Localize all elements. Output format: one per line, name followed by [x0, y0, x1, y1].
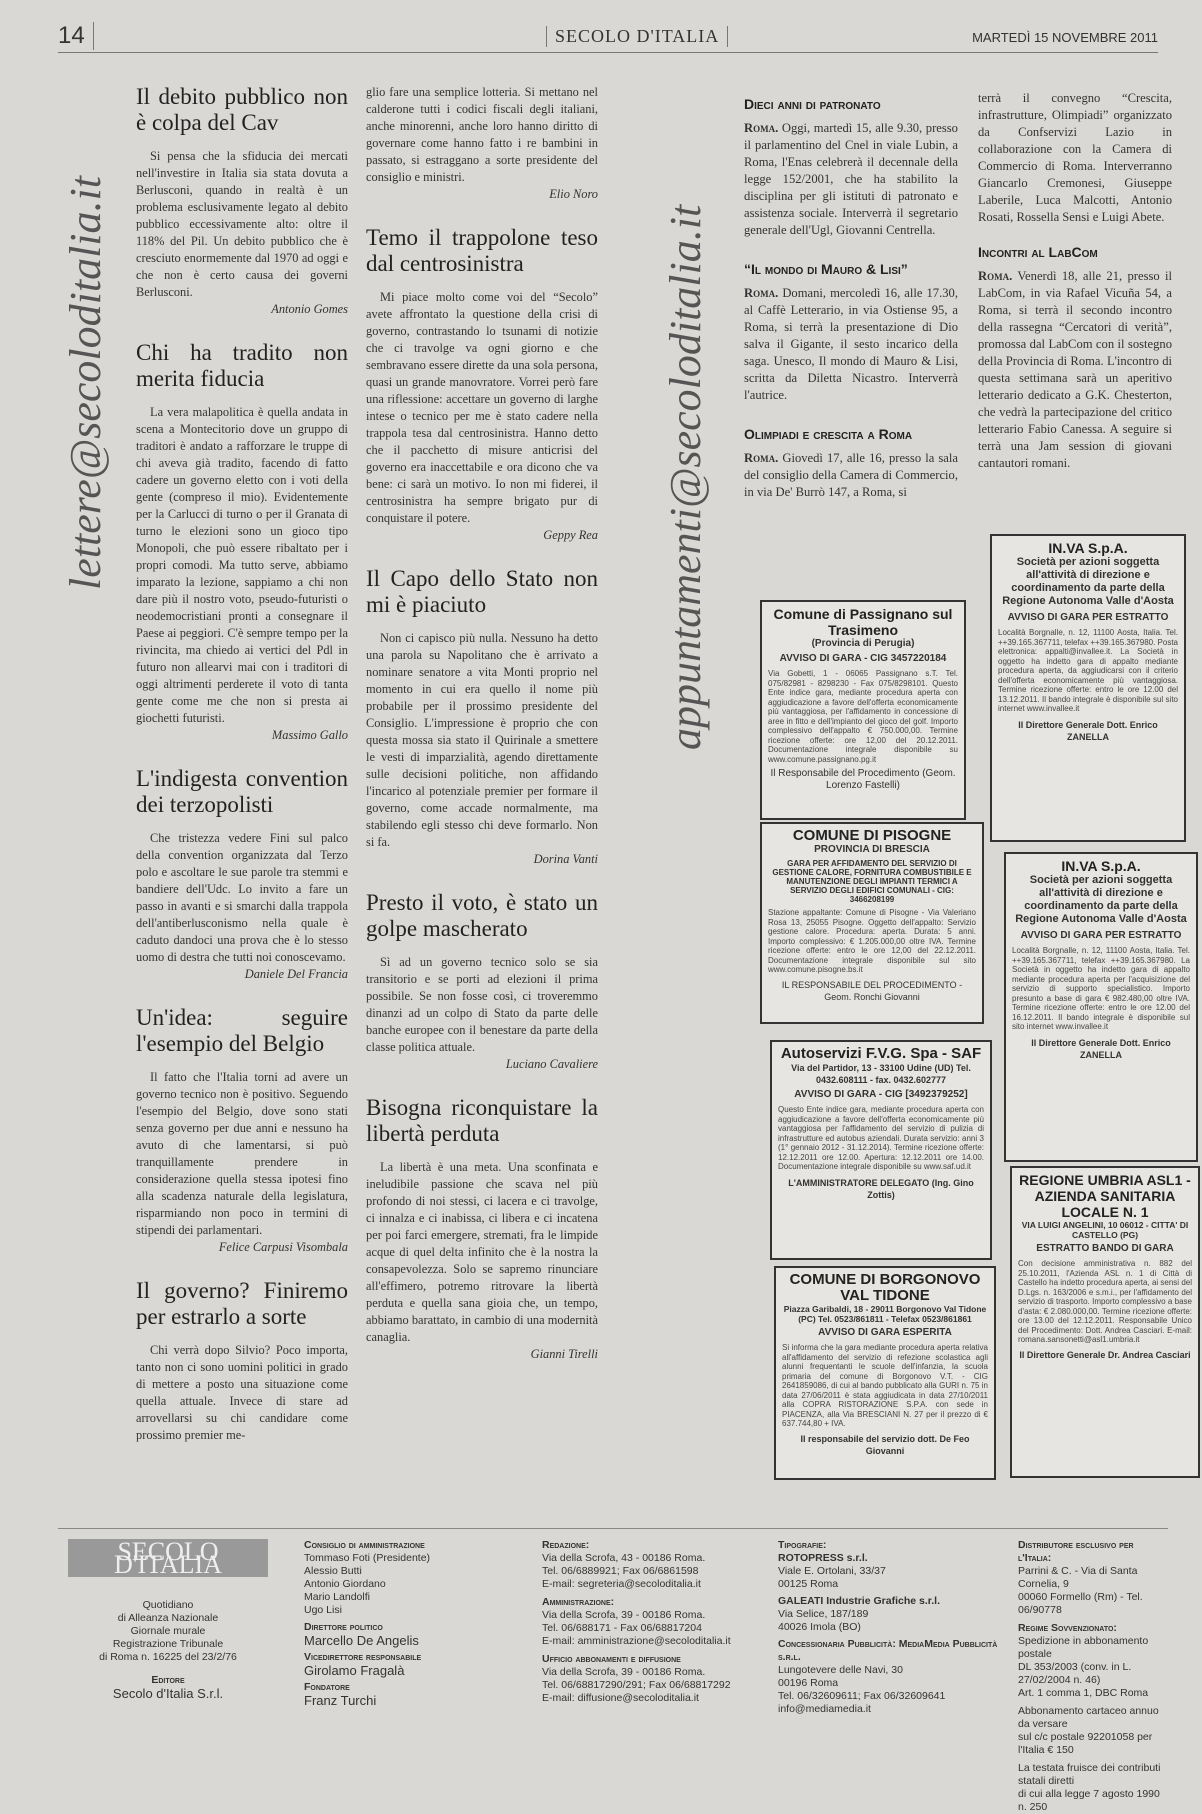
- letter-body: Mi piace molto come voi del “Secolo” avete affrontato la questione della crisi di governo, contrastando lo tsunami di notizie che ci travolge va ogni giorno e che sembravano essere dirette da una sola persona, quasi un grande manovratore. Vorrei però fare una riflessione: accettare un governo di larghe intese o tecnico per me è stato cadere nella trappola tesa dal centrosinistra. Hanno detto che il pacchetto di misure anticrisi del governo era inaccettabile e ora dicono che va bene: ci sarà un motivo. Io non mi fiderei, il centrosinistra ha sempre brigato pur di conquistare il potere.: [366, 290, 598, 525]
- letter-signature: Daniele Del Francia: [244, 967, 348, 981]
- ad-saf: Autoservizi F.V.G. Spa - SAF Via del Partidor, 13 - 33100 Udine (UD) Tel. 0432.608111 - fax. 0432.602777 AVVISO DI GARA - CIG [3492379252] Questo Ente indice gara, mediante procedura aperta con aggiudicazione a favore dell'offerta economicamente più vantaggiosa per l'affidamento del servizio di pulizia di infrastrutture ed autobus aziendali. Durata servizio: anni 3 (1° gennaio 2012 - 31.12.2014). Termine ricezione offerte: 12.12.2011 ore 12.00. Apertura: 12.12.2011 ore 14.00. Documentazione integrale disponibile su www.saf.ud.it L'AMMINISTRATORE DELEGATO (Ing. Gino Zottis): [770, 1040, 992, 1260]
- appointments-column-2: [978, 90, 1172, 472]
- page-number: 14: [58, 22, 94, 50]
- colophon-board: Consiglio di amministrazione Tommaso Foti (Presidente) Alessio Butti Antonio Giordano Mario Landolfi Ugo Lisi Direttore politico Marcello De Angelis Vicedirettore responsabile Girolamo Fragalà Fondatore Franz Turchi: [304, 1539, 431, 1708]
- letter-body: Sì ad un governo tecnico solo se sia transitorio e se porti ad elezioni il prima possibile. Se non fosse così, ci troveremmo dinanzi ad un colpo di Stato da parte delle banche europee con il benestare da parte della classe politica attuale.: [366, 955, 598, 1054]
- letter-title: Il governo? Finiremo per estrarlo a sorte: [136, 1278, 348, 1329]
- appointment-title: “Il mondo di Mauro & Lisi”: [744, 261, 908, 277]
- masthead: [58, 18, 1158, 53]
- newspaper-name: SECOLO D'ITALIA: [546, 26, 728, 47]
- appointment-title: Dieci anni di patronato: [744, 96, 881, 112]
- appointment-body: Roma. Domani, mercoledì 16, alle 17.30, al Caffè Letterario, in via Ostiense 95, a Roma, si terrà la presentazione di Dio salva il Gigante, il sesto incarico della saga. Unesco, Il mondo di Mauro & Lisi, scritta da Diletta Nicastro. Interverrà l'autrice.: [744, 286, 958, 402]
- colophon-info: Quotidiano di Alleanza Nazionale Giornale murale Registrazione Tribunale di Roma n. 16225 del 23/2/76: [99, 1599, 237, 1663]
- letter-body: Che tristezza vedere Fini sul palco della convention organizzata dal Terzo polo e ascoltare le sue parole tra stemmi e bandiere dell'Udc. Lo invito a fare un passo in avanti e si smarchi dalla trappola dell'antiberlusconismo nella quale è caduto dandoci una prova che è lo stesso uomo di destra che tutti noi conoscevamo.: [136, 831, 348, 964]
- letter-body: Il fatto che l'Italia torni ad avere un governo tecnico non è positivo. Seguendo l'esempio del Belgio, dove sono stati senza governo per due anni e nessuno ha avuto di che lamentarsi, si può tranquillamente prendere in considerazione quella stessa ipotesi fino alla scadenza naturale della legislatura, risparmiando non poco in termini di stipendi dei parlamentari.: [136, 1070, 348, 1237]
- colophon-masthead: SECOLO D'ITALIA Quotidiano di Alleanza Nazionale Giornale murale Registrazione Tribunale di Roma n. 16225 del 23/2/76 Editore Secolo d'Italia S.r.l.: [68, 1539, 268, 1700]
- letter-signature: Felice Carpusi Visombala: [218, 1240, 348, 1254]
- letter-body: La vera malapolitica è quella andata in scena a Montecitorio dove un gruppo di traditori è andato a rafforzare le truppe di chi aveva già tradito, facendo di fatto cadere un governo eletto con i voti della gente (compreso il mio). Evidentemente per la Carlucci di turno o per il Granata di turno le elezioni sono un gioco tipo Monopoli, che può essere ribaltato per i propri comodi. Ma tutto serve, abbiamo imparato la lezione, sappiamo a chi non dare più il nostro voto, pseudo-futuristi o neodemocristiani pronti a consegnare il Paese ai peggiori. C'è sempre tempo per la rivincita, ma chiedo ai vertici del Pdl in futuro non allearvi mai con i traditori di oggi altrimenti perderete il voto di tanta gente come me che non si presta ai giochetti futuristi.: [136, 405, 348, 725]
- letter-body: Chi verrà dopo Silvio? Poco importa, tanto non ci sono uomini politici in grado di mettere a posto una situazione come quella attuale. Invece di stare ad arrovellarsi su chi candidare come prossimo premier me-: [136, 1343, 348, 1442]
- letter-signature: Massimo Gallo: [271, 728, 348, 742]
- letter-signature: Luciano Cavaliere: [505, 1057, 598, 1071]
- ad-inva-1: IN.VA S.p.A. Società per azioni soggetta all'attività di direzione e coordinamento da parte della Regione Autonoma Valle d'Aosta AVVISO DI GARA PER ESTRATTO Località Borgnalle, n. 12, 11100 Aosta, Italia. Tel. ++39.165.367711, telefax ++39.165.367980. Posta elettronica: appalti@invallee.it. La Società in oggetto ha indetto gara di appalto mediante procedura aperta, da aggiudicarsi con il criterio dell'offerta economicamente più vantaggiosa. Termine ricezione offerte: entro le ore 12.00 del 13.12.2011. Il bando integrale è disponibile sul sito internet www.invallee.it Il Direttore Generale Dott. Enrico ZANELLA: [990, 534, 1186, 842]
- ad-inva-2: IN.VA S.p.A. Società per azioni soggetta all'attività di direzione e coordinamento da parte della Regione Autonoma Valle d'Aosta AVVISO DI GARA PER ESTRATTO Località Borgnalle, n. 12, 11100 Aosta, Italia. Tel. ++39.165.367711, telefax ++39.165.367980. La Società in oggetto ha indetto gara di appalto mediante procedura aperta per l'acquisizione del servizio di supporto specialistico. Importo presunto a base di gara € 982.480,00 oltre IVA. Termine ricezione offerte: entro le ore 12.00 del 16.12.2011. Il bando integrale è disponibile sul sito internet www.invallee.it Il Direttore Generale Dott. Enrico ZANELLA: [1004, 852, 1198, 1162]
- letter-title: Presto il voto, è stato un golpe mascherato: [366, 890, 598, 941]
- ad-passignano: Comune di Passignano sul Trasimeno (Provincia di Perugia) AVVISO DI GARA - CIG 3457220184 Via Gobetti, 1 - 06065 Passignano s.T. Tel. 075/82981 - 8298230 - Fax 075/8298101. Questo Ente indice gara, mediante procedura aperta con aggiudicazione a favore dell'offerta economicamente più vantaggiosa, per l'affidamento in concessione di aree in fitto e dell'impianto del gioco del golf. Importo complessivo dell'appalto € 750.000,00. Termine ricezione offerte: ore 12,00 del 20.12.2011. Documentazione integrale disponibile su www.comune.passignano.pg.it Il Responsabile del Procedimento (Geom. Lorenzo Fastelli): [760, 600, 966, 820]
- appointment-title: Incontri al LabCom: [978, 244, 1098, 260]
- letter-title: Temo il trappolone teso dal centrosinistra: [366, 225, 598, 276]
- letter-title: L'indigesta convention dei terzopolisti: [136, 766, 348, 817]
- letters-column-1: [136, 84, 348, 1484]
- letter-body: La libertà è una meta. Una sconfinata e ineludibile passione che scava nel più profondo di noi stessi, ci lacera e ci travolge, ci innalza e ci inabissa, ci libera e ci incatena per poi farci emergere, stremati, fra le limpide acque di quel delta infinito che è la nostra la consapevolezza. Solo se sapremo rinunciare all'effimero, potremo ritrovare la libertà perduta e quella sana gioia che, un tempo, abbiamo barattato, in cambio di una modernità canaglia.: [366, 1160, 598, 1344]
- appointment-title: Olimpiadi e crescita a Roma: [744, 426, 913, 442]
- appointment-body: Roma. Venerdì 18, alle 21, presso il LabCom, in via Rafael Vicuña 54, a Roma, si terrà il secondo incontro della rassegna “Cercatori di verità”, promossa dal LabCom con il sostegno della Provincia di Roma. L'incontro di questa settimana sarà un aperitivo letterario dedicato a G.K. Chesterton, che vedrà la partecipazione del critico letterario Fabio Canessa. A seguire si terrà una Jam session di giovani cantautori romani.: [978, 269, 1173, 470]
- letter-title: Un'idea: seguire l'esempio del Belgio: [136, 1005, 348, 1056]
- letter-body: Non ci capisco più nulla. Nessuno ha detto una parola su Napolitano che è arrivato a nominare senatore a vita Monti proprio nel momento in cui era quello il nome più probabile per il prossimo presidente del Consiglio. L'impressione è proprio che con questa mossa sia stato il Quirinale a smettere le vesti di imparzialità, agendo direttamente sulle decisioni politiche, non affidando l'incarico al potenziale premier per formare il governo, come accade normalmente, ma stabilendo egli stesso chi deve formarlo. Non si fa.: [366, 631, 598, 849]
- letter-signature: Gianni Tirelli: [530, 1347, 598, 1361]
- letter-title: Chi ha tradito non merita fiducia: [136, 340, 348, 391]
- secolo-logo: SECOLO D'ITALIA: [68, 1539, 268, 1577]
- appointments-column-1: [744, 96, 958, 501]
- letter-body: glio fare una semplice lotteria. Si mettano nel calderone tutti i codici fiscali degli italiani, anche minorenni, anche loro hanno diritto di governare come hanno fatto i re bambini in passato, si estraggano a sorte presidente del consiglio e ministri.: [366, 85, 598, 184]
- appointment-body: Roma. Giovedì 17, alle 16, presso la sala del consiglio della Camera di Commercio, in via De' Burrò 147, a Roma, si: [744, 451, 958, 499]
- letter-signature: Dorina Vanti: [533, 852, 598, 866]
- ad-borgonovo: COMUNE DI BORGONOVO VAL TIDONE Piazza Garibaldi, 18 - 29011 Borgonovo Val Tidone (PC) Tel. 0523/861811 - Telefax 0523/861861 AVVISO DI GARA ESPERITA Si informa che la gara mediante procedura aperta relativa all'affidamento del servizio di refezione scolastica agli alunni frequentanti le scuole dell'infanzia, la scuola primaria del comune di Borgonovo V.T. - CIG 2641859086, di cui al bando pubblicato alla GURI n. 75 in data 27/06/2011 è stata aggiudicata in data 27/10/2011 alla COPRA RISTORAZIONE S.P.A. con sede in PIACENZA, alla Via BRESCIANI N. 27 per il prezzo di € 637.744,80 + IVA. Il responsabile del servizio dott. De Feo Giovanni: [774, 1266, 996, 1480]
- appointment-body: terrà il convegno “Crescita, infrastrutture, Olimpiadi” organizzato da Confservizi Lazio in collaborazione con la Camera di Commercio di Roma. Interverranno Giancarlo Cremonesi, Giuseppe Laberile, Luca Malcotti, Antonio Rosati, Rossella Sensi e Luigi Abete.: [978, 91, 1172, 224]
- letters-email-vertical[interactable]: lettere@secoloditalia.it: [61, 176, 110, 590]
- letter-signature: Antonio Gomes: [271, 302, 348, 316]
- letter-body: Si pensa che la sfiducia dei mercati nell'investire in Italia sia stata dovuta a Berlusconi, quando in realtà è un problema esclusivamente legato al debito pubblico eccessivamente alto: oltre il 118% del Pil. Un debito pubblico che è cresciuto enormemente dal 1970 ad oggi e che non è certo causa dei governi Berlusconi.: [136, 149, 348, 299]
- letter-title: Il Capo dello Stato non mi è piaciuto: [366, 566, 598, 617]
- letters-column-2: [366, 84, 598, 1484]
- colophon-printers: Tipografie: ROTOPRESS s.r.l. Viale E. Ortolani, 33/37 00125 Roma GALEATI Industrie Grafiche s.r.l. Via Selice, 187/189 40026 Imola (BO) Concessionaria Pubblicità: MediaMedia Pubblicità s.r.l. Lungotevere delle Navi, 30 00196 Roma Tel. 06/32609611; Fax 06/32609641 info@mediamedia.it: [778, 1539, 998, 1715]
- ad-pisogne: COMUNE DI PISOGNE PROVINCIA DI BRESCIA GARA PER AFFIDAMENTO DEL SERVIZIO DI GESTIONE CALORE, FORNITURA COMBUSTIBILE E MANUTENZIONE DEGLI IMPIANTI TERMICI A SERVIZIO DEGLI EDIFICI COMUNALI - CIG: 3466208199 Stazione appaltante: Comune di Pisogne - Via Valeriano Rosa 13, 25055 Pisogne. Oggetto dell'appalto: Servizio gestione calore. Procedura: aperta. Durata: 5 anni. Importo complessivo: € 1.205.000,00 oltre IVA. Termine ricezione offerte: entro le ore 12,00 del 22.12.2011. Documentazione integrale disponibile sul sito www.comune.pisogne.bs.it IL RESPONSABILE DEL PROCEDIMENTO - Geom. Ronchi Giovanni: [760, 822, 984, 1024]
- ad-asl-umbria: REGIONE UMBRIA ASL1 - AZIENDA SANITARIA LOCALE N. 1 VIA LUIGI ANGELINI, 10 06012 - CITTA' DI CASTELLO (PG) ESTRATTO BANDO DI GARA Con decisione amministrativa n. 882 del 25.10.2011, l'Azienda ASL n. 1 di Città di Castello ha indetto procedura aperta, ai sensi del D.Lgs. n. 163/2006 e s.m.i., per l'affidamento del servizio di trasporto. Importo complessivo a base d'asta: € 2.080.000,00. Termine ricezione offerte: ore 13.00 del 12.12.2011. Responsabile Unico del Procedimento: Dott. Andrea Casciari. E-mail: romana.sansonetti@asl1.umbria.it Il Direttore Generale Dr. Andrea Casciari: [1010, 1166, 1200, 1478]
- letter-title: Il debito pubblico non è colpa del Cav: [136, 84, 348, 135]
- colophon-distribution: Distributore esclusivo per l'Italia: Parrini & C. - Via di Santa Cornelia, 9 00060 Formello (Rm) - Tel. 06/90778 Regime Sovvenzionato: Spedizione in abbonamento postale DL 353/2003 (conv. in L. 27/02/2004 n. 46) Art. 1 comma 1, DBC Roma Abbonamento cartaceo annuo da versare sul c/c postale 92201058 per l'Italia € 150 La testata fruisce dei contributi statali diretti di cui alla legge 7 agosto 1990 n. 250: [1018, 1539, 1161, 1813]
- appointments-email-vertical[interactable]: appuntamenti@secoloditalia.it: [661, 204, 710, 750]
- issue-date: MARTEDÌ 15 NOVEMBRE 2011: [972, 30, 1158, 45]
- appointment-body: Roma. Oggi, martedì 15, alle 9.30, presso il parlamentino del Cnel in viale Lubin, a Roma, l'Enas celebrerà il decennale della legge 152/2001, che ha stabilito la disciplina per gli istituti di patronato e assistenza sociale. Interverrà il segretario generale dell'Ugl, Giovanni Centrella.: [744, 121, 958, 237]
- colophon-offices: Redazione: Via della Scrofa, 43 - 00186 Roma. Tel. 06/6889921; Fax 06/6861598 E-mail: segreteria@secoloditalia.it Amministrazione: Via della Scrofa, 39 - 00186 Roma. Tel. 06/688171 - Fax 06/68817204 E-mail: amministrazione@secoloditalia.it Ufficio abbonamenti e diffusione Via della Scrofa, 39 - 00186 Roma. Tel. 06/68817290/291; Fax 06/68817292 E-mail: diffusione@secoloditalia.it: [542, 1539, 731, 1704]
- colophon: [58, 1528, 1168, 1813]
- letter-signature: Geppy Rea: [543, 528, 598, 542]
- letter-signature: Elio Noro: [549, 187, 598, 201]
- letter-title: Bisogna riconquistare la libertà perduta: [366, 1095, 598, 1146]
